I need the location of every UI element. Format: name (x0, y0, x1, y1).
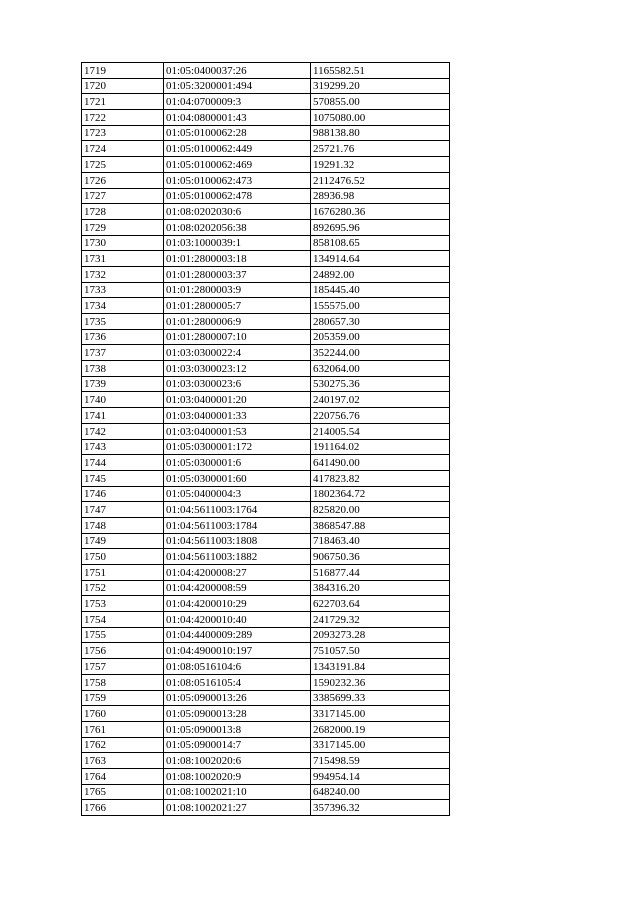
value-cell: 417823.82 (311, 470, 450, 486)
value-cell: 570855.00 (311, 94, 450, 110)
value-cell: 622703.64 (311, 596, 450, 612)
row-number-cell: 1763 (82, 753, 164, 769)
value-cell: 319299.20 (311, 78, 450, 94)
cadastral-number-cell: 01:03:0400001:20 (164, 392, 311, 408)
value-cell: 28936.98 (311, 188, 450, 204)
row-number-cell: 1743 (82, 439, 164, 455)
table-row (82, 549, 450, 565)
value-cell: 185445.40 (311, 282, 450, 298)
table-row (82, 455, 450, 471)
table-row (82, 565, 450, 581)
row-number-cell: 1749 (82, 533, 164, 549)
data-table (81, 62, 450, 816)
row-number-cell: 1766 (82, 800, 164, 816)
cadastral-number-cell: 01:05:0100062:478 (164, 188, 311, 204)
table-row (82, 470, 450, 486)
cadastral-number-cell: 01:04:5611003:1882 (164, 549, 311, 565)
value-cell: 24892.00 (311, 266, 450, 282)
row-number-cell: 1729 (82, 219, 164, 235)
value-cell: 632064.00 (311, 361, 450, 377)
table-row (82, 141, 450, 157)
table-row (82, 627, 450, 643)
cadastral-number-cell: 01:05:0300001:172 (164, 439, 311, 455)
row-number-cell: 1722 (82, 110, 164, 126)
cadastral-number-cell: 01:08:1002021:10 (164, 784, 311, 800)
value-cell: 641490.00 (311, 455, 450, 471)
table-row (82, 298, 450, 314)
table-row (82, 659, 450, 675)
table-row (82, 204, 450, 220)
row-number-cell: 1726 (82, 172, 164, 188)
row-number-cell: 1744 (82, 455, 164, 471)
value-cell: 648240.00 (311, 784, 450, 800)
cadastral-number-cell: 01:04:4200008:59 (164, 580, 311, 596)
value-cell: 1343191.84 (311, 659, 450, 675)
table-row (82, 282, 450, 298)
row-number-cell: 1737 (82, 345, 164, 361)
row-number-cell: 1756 (82, 643, 164, 659)
table-row (82, 690, 450, 706)
table-row (82, 800, 450, 816)
cadastral-number-cell: 01:05:0100062:449 (164, 141, 311, 157)
table-row (82, 502, 450, 518)
row-number-cell: 1746 (82, 486, 164, 502)
row-number-cell: 1731 (82, 251, 164, 267)
value-cell: 1802364.72 (311, 486, 450, 502)
table-row (82, 533, 450, 549)
value-cell: 220756.76 (311, 408, 450, 424)
value-cell: 2112476.52 (311, 172, 450, 188)
row-number-cell: 1757 (82, 659, 164, 675)
value-cell: 825820.00 (311, 502, 450, 518)
table-row (82, 125, 450, 141)
row-number-cell: 1758 (82, 674, 164, 690)
value-cell: 19291.32 (311, 157, 450, 173)
row-number-cell: 1725 (82, 157, 164, 173)
cadastral-number-cell: 01:05:0300001:60 (164, 470, 311, 486)
row-number-cell: 1761 (82, 721, 164, 737)
value-cell: 214005.54 (311, 423, 450, 439)
row-number-cell: 1748 (82, 517, 164, 533)
value-cell: 352244.00 (311, 345, 450, 361)
cadastral-number-cell: 01:03:1000039:1 (164, 235, 311, 251)
table-body (82, 63, 450, 816)
row-number-cell: 1755 (82, 627, 164, 643)
value-cell: 1676280.36 (311, 204, 450, 220)
value-cell: 906750.36 (311, 549, 450, 565)
row-number-cell: 1747 (82, 502, 164, 518)
table-row (82, 110, 450, 126)
value-cell: 280657.30 (311, 314, 450, 330)
cadastral-number-cell: 01:04:0800001:43 (164, 110, 311, 126)
value-cell: 3868547.88 (311, 517, 450, 533)
cadastral-number-cell: 01:04:5611003:1784 (164, 517, 311, 533)
row-number-cell: 1751 (82, 565, 164, 581)
table-row (82, 753, 450, 769)
cadastral-number-cell: 01:01:2800006:9 (164, 314, 311, 330)
table-row (82, 329, 450, 345)
value-cell: 205359.00 (311, 329, 450, 345)
row-number-cell: 1753 (82, 596, 164, 612)
row-number-cell: 1732 (82, 266, 164, 282)
cadastral-number-cell: 01:05:0900013:28 (164, 706, 311, 722)
value-cell: 134914.64 (311, 251, 450, 267)
value-cell: 241729.32 (311, 612, 450, 628)
value-cell: 718463.40 (311, 533, 450, 549)
value-cell: 1165582.51 (311, 63, 450, 79)
cadastral-number-cell: 01:05:0900013:26 (164, 690, 311, 706)
row-number-cell: 1733 (82, 282, 164, 298)
spreadsheet-page (81, 62, 449, 816)
value-cell: 2093273.28 (311, 627, 450, 643)
table-row (82, 157, 450, 173)
table-row (82, 172, 450, 188)
table-row (82, 345, 450, 361)
value-cell: 715498.59 (311, 753, 450, 769)
table-row (82, 612, 450, 628)
table-row (82, 63, 450, 79)
cadastral-number-cell: 01:05:0100062:473 (164, 172, 311, 188)
cadastral-number-cell: 01:04:0700009:3 (164, 94, 311, 110)
table-row (82, 674, 450, 690)
table-row (82, 392, 450, 408)
row-number-cell: 1760 (82, 706, 164, 722)
cadastral-number-cell: 01:05:0400037:26 (164, 63, 311, 79)
table-row (82, 94, 450, 110)
table-row (82, 251, 450, 267)
table-row (82, 188, 450, 204)
table-row (82, 517, 450, 533)
table-row (82, 314, 450, 330)
table-row (82, 706, 450, 722)
cadastral-number-cell: 01:05:0400004:3 (164, 486, 311, 502)
row-number-cell: 1765 (82, 784, 164, 800)
row-number-cell: 1739 (82, 376, 164, 392)
table-row (82, 423, 450, 439)
cadastral-number-cell: 01:04:4200010:29 (164, 596, 311, 612)
value-cell: 384316.20 (311, 580, 450, 596)
value-cell: 994954.14 (311, 768, 450, 784)
cadastral-number-cell: 01:05:3200001:494 (164, 78, 311, 94)
cadastral-number-cell: 01:04:4200008:27 (164, 565, 311, 581)
cadastral-number-cell: 01:08:0516105:4 (164, 674, 311, 690)
cadastral-number-cell: 01:04:4400009:289 (164, 627, 311, 643)
cadastral-number-cell: 01:04:4200010:40 (164, 612, 311, 628)
table-row (82, 376, 450, 392)
table-row (82, 580, 450, 596)
value-cell: 2682000.19 (311, 721, 450, 737)
cadastral-number-cell: 01:04:5611003:1764 (164, 502, 311, 518)
cadastral-number-cell: 01:08:1002021:27 (164, 800, 311, 816)
value-cell: 892695.96 (311, 219, 450, 235)
table-row (82, 721, 450, 737)
cadastral-number-cell: 01:01:2800003:37 (164, 266, 311, 282)
cadastral-number-cell: 01:01:2800003:9 (164, 282, 311, 298)
cadastral-number-cell: 01:03:0400001:53 (164, 423, 311, 439)
row-number-cell: 1742 (82, 423, 164, 439)
row-number-cell: 1764 (82, 768, 164, 784)
table-row (82, 596, 450, 612)
row-number-cell: 1720 (82, 78, 164, 94)
row-number-cell: 1754 (82, 612, 164, 628)
value-cell: 858108.65 (311, 235, 450, 251)
cadastral-number-cell: 01:05:0300001:6 (164, 455, 311, 471)
cadastral-number-cell: 01:05:0900014:7 (164, 737, 311, 753)
table-row (82, 235, 450, 251)
value-cell: 1075080.00 (311, 110, 450, 126)
row-number-cell: 1740 (82, 392, 164, 408)
row-number-cell: 1724 (82, 141, 164, 157)
value-cell: 25721.76 (311, 141, 450, 157)
table-row (82, 78, 450, 94)
table-row (82, 768, 450, 784)
value-cell: 3317145.00 (311, 737, 450, 753)
value-cell: 155575.00 (311, 298, 450, 314)
table-row (82, 361, 450, 377)
table-row (82, 266, 450, 282)
table-row (82, 219, 450, 235)
value-cell: 516877.44 (311, 565, 450, 581)
table-row (82, 784, 450, 800)
row-number-cell: 1745 (82, 470, 164, 486)
cadastral-number-cell: 01:08:0202056:38 (164, 219, 311, 235)
row-number-cell: 1730 (82, 235, 164, 251)
cadastral-number-cell: 01:05:0100062:28 (164, 125, 311, 141)
row-number-cell: 1735 (82, 314, 164, 330)
value-cell: 3385699.33 (311, 690, 450, 706)
value-cell: 530275.36 (311, 376, 450, 392)
row-number-cell: 1736 (82, 329, 164, 345)
row-number-cell: 1721 (82, 94, 164, 110)
value-cell: 357396.32 (311, 800, 450, 816)
cadastral-number-cell: 01:08:1002020:6 (164, 753, 311, 769)
table-row (82, 486, 450, 502)
cadastral-number-cell: 01:01:2800005:7 (164, 298, 311, 314)
row-number-cell: 1723 (82, 125, 164, 141)
cadastral-number-cell: 01:08:0516104:6 (164, 659, 311, 675)
table-row (82, 439, 450, 455)
row-number-cell: 1738 (82, 361, 164, 377)
row-number-cell: 1728 (82, 204, 164, 220)
table-row (82, 737, 450, 753)
row-number-cell: 1727 (82, 188, 164, 204)
cadastral-number-cell: 01:05:0100062:469 (164, 157, 311, 173)
cadastral-number-cell: 01:04:4900010:197 (164, 643, 311, 659)
cadastral-number-cell: 01:01:2800007:10 (164, 329, 311, 345)
value-cell: 191164.02 (311, 439, 450, 455)
cadastral-number-cell: 01:03:0300023:12 (164, 361, 311, 377)
row-number-cell: 1759 (82, 690, 164, 706)
row-number-cell: 1719 (82, 63, 164, 79)
table-row (82, 408, 450, 424)
cadastral-number-cell: 01:03:0300023:6 (164, 376, 311, 392)
value-cell: 751057.50 (311, 643, 450, 659)
row-number-cell: 1750 (82, 549, 164, 565)
cadastral-number-cell: 01:03:0300022:4 (164, 345, 311, 361)
row-number-cell: 1752 (82, 580, 164, 596)
row-number-cell: 1741 (82, 408, 164, 424)
row-number-cell: 1762 (82, 737, 164, 753)
row-number-cell: 1734 (82, 298, 164, 314)
cadastral-number-cell: 01:01:2800003:18 (164, 251, 311, 267)
value-cell: 240197.02 (311, 392, 450, 408)
value-cell: 3317145.00 (311, 706, 450, 722)
table-row (82, 643, 450, 659)
cadastral-number-cell: 01:08:1002020:9 (164, 768, 311, 784)
value-cell: 988138.80 (311, 125, 450, 141)
cadastral-number-cell: 01:08:0202030:6 (164, 204, 311, 220)
cadastral-number-cell: 01:05:0900013:8 (164, 721, 311, 737)
value-cell: 1590232.36 (311, 674, 450, 690)
cadastral-number-cell: 01:04:5611003:1808 (164, 533, 311, 549)
cadastral-number-cell: 01:03:0400001:33 (164, 408, 311, 424)
